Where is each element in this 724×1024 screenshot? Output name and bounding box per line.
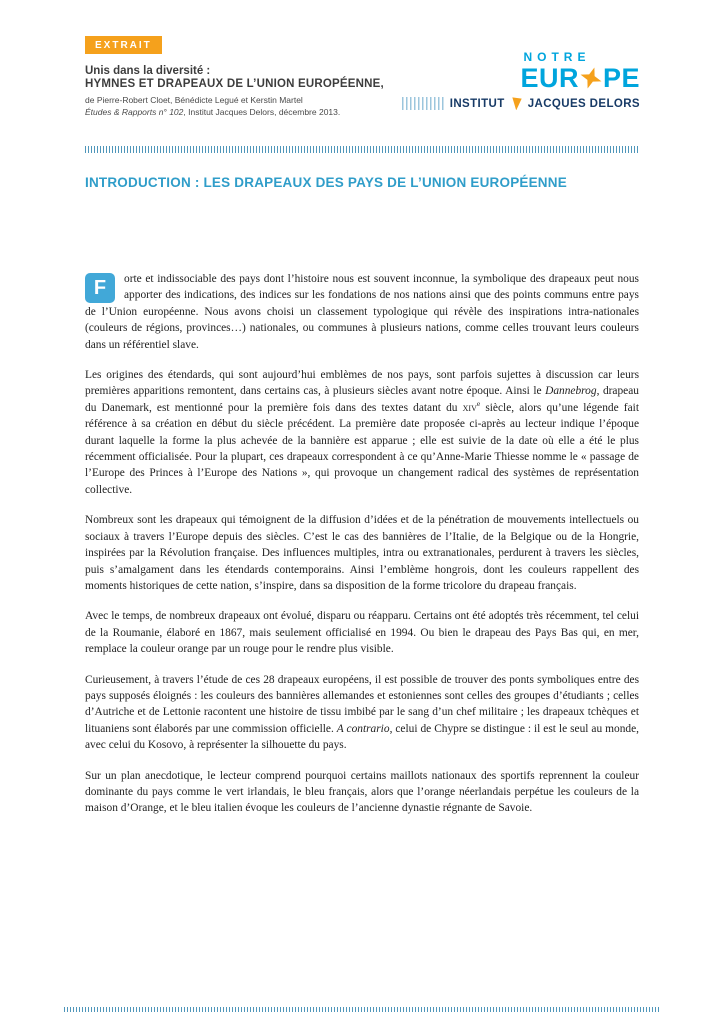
text-run: xiv (462, 401, 477, 414)
logo-notre-text: NOTRE (523, 50, 591, 64)
article-body (85, 271, 639, 831)
paragraph (85, 367, 639, 498)
text-run: Curieusement, à travers l’étude de ces 28 drapeaux européens, il est possible de trouver des ponts symboliques entre des pays supposés éloignés : les couleurs des bannières allemandes et estoniennes sont celles des groupes d’étudiants ; celles d’Autriche et de Lettonie racontent une histoire de tissu imbibé par le sang d’un chef militaire ; les drapeaux tchèques et lituaniens sont élaborés par une commission officielle. (85, 673, 639, 735)
paragraph (85, 672, 639, 754)
text-run: Les origines des étendards, qui sont aujourd’hui emblèmes de nos pays, sont parfois sujettes à discussion car leurs premières apparitions remontent, dans certains cas, à plusieurs siècles avant notre époque. Ainsi le (85, 369, 639, 398)
barcode-stripes-icon (402, 97, 444, 110)
institute-name-left: INSTITUT (449, 97, 505, 110)
striped-divider-bottom (64, 1007, 660, 1012)
series-title: Unis dans la diversité : (85, 65, 211, 77)
text-run: Avec le temps, de nombreux drapeaux ont évolué, disparu ou réapparu. Certains ont été adoptés très récemment, tel celui de la Roumanie, élaboré en 1867, mais seulement officialisé en 1994. Ou bien le drapeau des Pays Bas qui, en mer, remplace la couleur orange par un rouge pour le rendre plus visible. (85, 610, 639, 656)
text-run: Nombreux sont les drapeaux qui témoignent de la diffusion d’idées et de la pénétration de mouvements intellectuels ou sociaux à travers l’Europe depuis des siècles. C’est le cas des bannières de l’Italie, de la Belgique ou de la Hongrie, inspirées par la Révolution française. Des influences multiples, intra ou extranationales, perdurent à travers les siècles, puis s’amalgament dans les étendards contemporains. Ainsi l’emblème hongrois, dont les couleurs rappellent des moments historiques de cette nation, s’inspire, dans sa disposition de la forme tricolore du drapeau français. (85, 514, 639, 592)
institute-name-right: JACQUES DELORS (527, 97, 640, 110)
text-run: siècle, alors qu’une légende fait référence à sa création en début du siècle précédent. La première date proposée ci-après au lecteur indique l’époque durant laquelle la forme la plus achevée de la bannière est apparue ; elle est suivie de la date où elle a été le plus récemment officialisée. Pour la plupart, ces drapeaux correspondent à ce qu’Anne-Marie Thiesse nomme le « passage de l’Europe des Princes à l’Europe des Nations », qui provoque un changement radical des systèmes de représentation collective. (85, 401, 639, 496)
authors-line: de Pierre-Robert Cloet, Bénédicte Legué et Kerstin Martel (85, 95, 303, 105)
text-run: orte et indissociable des pays dont l’histoire nous est souvent inconnue, la symbolique des drapeaux peut nous apporter des indications, des indices sur les fondations de nos nations ainsi que des points communs entre pays de l’Union européenne. Nous avons choisi un classement typologique qui révèle des inspirations intra-nationales (couleurs de régions, provinces…) nationales, ou communes à plusieurs nations, comme celles trouvant leurs couleurs dans un référentiel slave. (85, 273, 639, 351)
logo-europe-text (520, 64, 640, 92)
striped-divider-top (85, 146, 640, 153)
paragraph (85, 768, 639, 817)
text-run: Sur un plan anecdotique, le lecteur comprend pourquoi certains maillots nationaux des sportifs reprennent la couleur dominante du pays comme le vert irlandais, le bleu français, alors que l’orange néerlandais perpétue les couleurs de la maison d’Orange, et le bleu italien évoque les couleurs de l’ancienne dynastie régnante de Savoie. (85, 769, 639, 815)
text-run: e (476, 399, 481, 409)
reference-rest: , Institut Jacques Delors, décembre 2013. (183, 107, 341, 117)
extract-badge: EXTRAIT (85, 36, 162, 54)
institute-line (402, 97, 640, 110)
orange-arrow-icon (511, 97, 522, 110)
text-run: Dannebrog (545, 385, 597, 398)
reference-series: Études & Rapports n° 102 (85, 107, 184, 117)
logo-europe-right: PE (602, 63, 640, 93)
logo-wordmark (520, 50, 640, 92)
document-title: HYMNES ET DRAPEAUX DE L’UNION EUROPÉENNE, (85, 78, 384, 90)
section-heading: INTRODUCTION : LES DRAPEAUX DES PAYS DE L’UNION EUROPÉENNE (85, 175, 567, 190)
paragraph (85, 271, 639, 353)
text-run: , drapeau du Danemark, est mentionné pour la première fois dans des textes datant du (85, 385, 639, 414)
compass-star-icon (577, 64, 605, 92)
logo-europe-left: EUR (520, 63, 579, 93)
text-run: A contrario (336, 722, 390, 735)
drop-cap: F (85, 273, 115, 303)
text-run: , celui de Chypre se distingue : il est le seul au monde, avec celui du Kosovo, à représenter la silhouette du pays. (85, 722, 639, 752)
notre-europe-logo (402, 50, 640, 110)
paragraph (85, 512, 639, 594)
paragraph (85, 608, 639, 657)
